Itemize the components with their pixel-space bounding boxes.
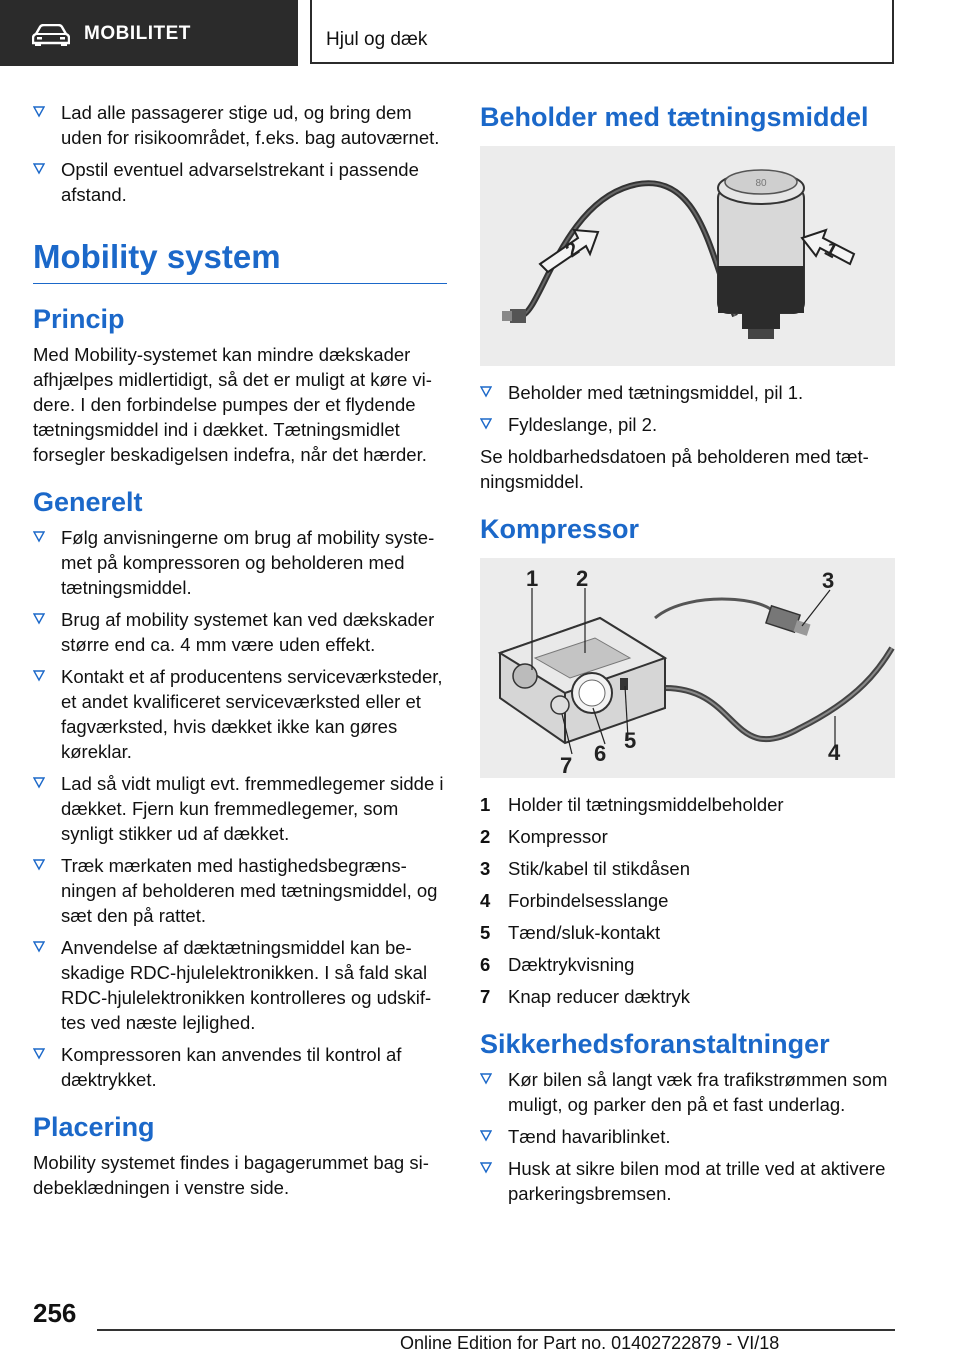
list-item: Fyldeslange, pil 2. [480,412,895,437]
subheading-placement: Placering [33,1112,155,1142]
triangle-bullet-icon [33,670,45,682]
legend-item: 3 Stik/kabel til stikdåsen [480,858,691,879]
svg-text:3: 3 [822,568,835,593]
arrow-1-icon [802,230,854,264]
list-item: Brug af mobility systemet kan ved dækskader større end ca. 4 mm være uden effekt. [33,607,447,657]
list-item: Kompressoren kan anvendes til kontrol af dæktrykket. [33,1042,447,1092]
chapter-box [310,0,894,64]
triangle-bullet-icon [33,859,45,871]
svg-text:7: 7 [560,753,573,778]
section-label: MOBILITET [84,23,191,44]
svg-text:1: 1 [820,238,841,263]
compressor-illustration [480,558,895,778]
principle-text: Med Mobility-systemet kan mindre dækskader afhjælpes midlertidigt, så det er muligt at køre videre. I den forbindelse pumpes der et flydende tætningsmiddel ind i dækket. Tætningsmidlet forsegler beskadigelsen indefra, når det hærder. [33,344,432,465]
can-label: 80 [755,178,767,189]
subheading-general: Generelt [33,487,143,517]
triangle-bullet-icon [480,386,492,398]
svg-text:1: 1 [526,566,539,591]
triangle-bullet-icon [480,1130,492,1142]
triangle-bullet-icon [480,1073,492,1085]
list-item: Tænd havariblinket. [480,1124,895,1149]
page-number: 256 [33,1298,77,1328]
triangle-bullet-icon [33,106,45,118]
list-item: Kontakt et af producentens serviceværksteder, et andet kvalificeret serviceværksted eller et fagværksted, hvis dækket ikke kan gøres køreklar. [33,664,447,764]
legend-item: 5 Tænd/sluk-kontakt [480,922,661,943]
svg-text:6: 6 [594,741,607,766]
triangle-bullet-icon [33,531,45,543]
triangle-bullet-icon [33,613,45,625]
legend-item: 6 Dæktrykvisning [480,954,635,975]
placement-text: Mobility systemet findes i bagagerummet bag sidebeklædningen i venstre side. [33,1152,429,1198]
list-item: Kør bilen så langt væk fra trafikstrømmen som muligt, og parker den på et fast underlag. [480,1067,895,1117]
compressor-figure [480,558,895,778]
subheading-compressor: Kompressor [480,514,640,544]
car-icon [32,24,70,46]
list-item: Anvendelse af dæktætningsmiddel kan beskadige RDC-hjulelektronikken. I så fald skal RDC-hjulelektronikken kontrolleres og udskiftes ved næste lejlighed. [33,935,447,1035]
svg-text:5: 5 [624,728,637,753]
list-item: Opstil eventuel advarselstrekant i passende afstand. [33,157,447,207]
triangle-bullet-icon [33,163,45,175]
right-column [480,100,895,1213]
legend-item: 4 Forbindelsesslange [480,890,669,911]
list-item: Lad så vidt muligt evt. fremmedlegemer sidde i dækket. Fjern kun fremmedlegemer, som synligt stikker ud af dækket. [33,771,447,846]
legend-item: 1 Holder til tætningsmiddelbeholder [480,794,784,815]
legend-item: 7 Knap reducer dæktryk [480,986,691,1007]
svg-text:4: 4 [828,740,841,765]
list-item: Husk at sikre bilen mod at trille ved at aktivere parkeringsbremsen. [480,1156,895,1206]
list-item: Følg anvisningerne om brug af mobility systemet på kompressoren og beholderen med tætningsmiddel. [33,525,447,600]
svg-text:2: 2 [576,566,589,591]
section-heading: Mobility system [33,235,447,284]
triangle-bullet-icon [33,777,45,789]
sealant-container-figure [480,146,895,366]
triangle-bullet-icon [480,1162,492,1174]
triangle-bullet-icon [33,941,45,953]
triangle-bullet-icon [480,418,492,430]
list-item: Beholder med tætningsmiddel, pil 1. [480,380,895,405]
subheading-container: Beholder med tætningsmiddel [480,102,869,132]
subheading-principle: Princip [33,304,125,334]
legend-item: 2 Kompressor [480,826,608,847]
list-item: Træk mærkaten med hastighedsbegrænsningen af beholderen med tætningsmiddel, og sæt den på rattet. [33,853,447,928]
svg-text:2: 2 [561,237,584,263]
triangle-bullet-icon [33,1048,45,1060]
section-tab [0,0,298,66]
sealant-container-illustration [480,146,895,366]
left-column [33,100,447,1208]
expiry-text: Se holdbarhedsdatoen på beholderen med tætningsmiddel. [480,446,869,492]
subheading-safety: Sikkerhedsforanstaltninger [480,1029,830,1059]
edition-text: Online Edition for Part no. 01402722879 - VI/18 [400,1333,780,1353]
list-item: Lad alle passagerer stige ud, og bring dem uden for risikoområdet, f.eks. bag autoværnet. [33,100,447,150]
chapter-title: Hjul og dæk [326,29,428,50]
footer-divider [97,1329,895,1331]
page-header [0,0,960,66]
